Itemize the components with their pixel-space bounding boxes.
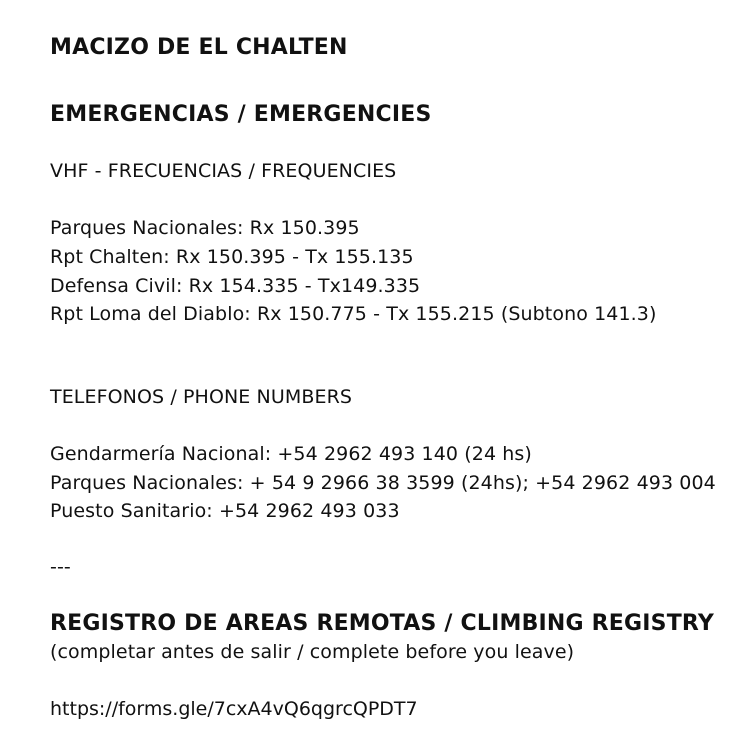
registry-url-link[interactable]: https://forms.gle/7cxA4vQ6qgrcQPDT7 (50, 698, 418, 720)
vhf-heading: VHF - FRECUENCIAS / FREQUENCIES (50, 160, 397, 182)
document-page (50, 0, 730, 750)
vhf-line-defensa-civil: Defensa Civil: Rx 154.335 - Tx149.335 (50, 275, 421, 297)
phone-line-gendarmeria: Gendarmería Nacional: +54 2962 493 140 (24 hs) (50, 443, 532, 465)
vhf-line-loma-del-diablo: Rpt Loma del Diablo: Rx 150.775 - Tx 155.215 (Subtono 141.3) (50, 303, 657, 325)
page-title: MACIZO DE EL CHALTEN (50, 35, 348, 60)
registry-subtitle: (completar antes de salir / complete before you leave) (50, 641, 575, 663)
separator-text: --- (50, 556, 71, 578)
emergencies-heading: EMERGENCIAS / EMERGENCIES (50, 102, 432, 127)
registry-heading: REGISTRO DE AREAS REMOTAS / CLIMBING REGISTRY (50, 611, 714, 636)
vhf-line-parques: Parques Nacionales: Rx 150.395 (50, 217, 360, 239)
phones-heading: TELEFONOS / PHONE NUMBERS (50, 386, 353, 408)
phone-line-parques: Parques Nacionales: + 54 9 2966 38 3599 (24hs); +54 2962 493 004 (50, 472, 716, 494)
vhf-line-rpt-chalten: Rpt Chalten: Rx 150.395 - Tx 155.135 (50, 246, 414, 268)
phone-line-puesto-sanitario: Puesto Sanitario: +54 2962 493 033 (50, 500, 400, 522)
